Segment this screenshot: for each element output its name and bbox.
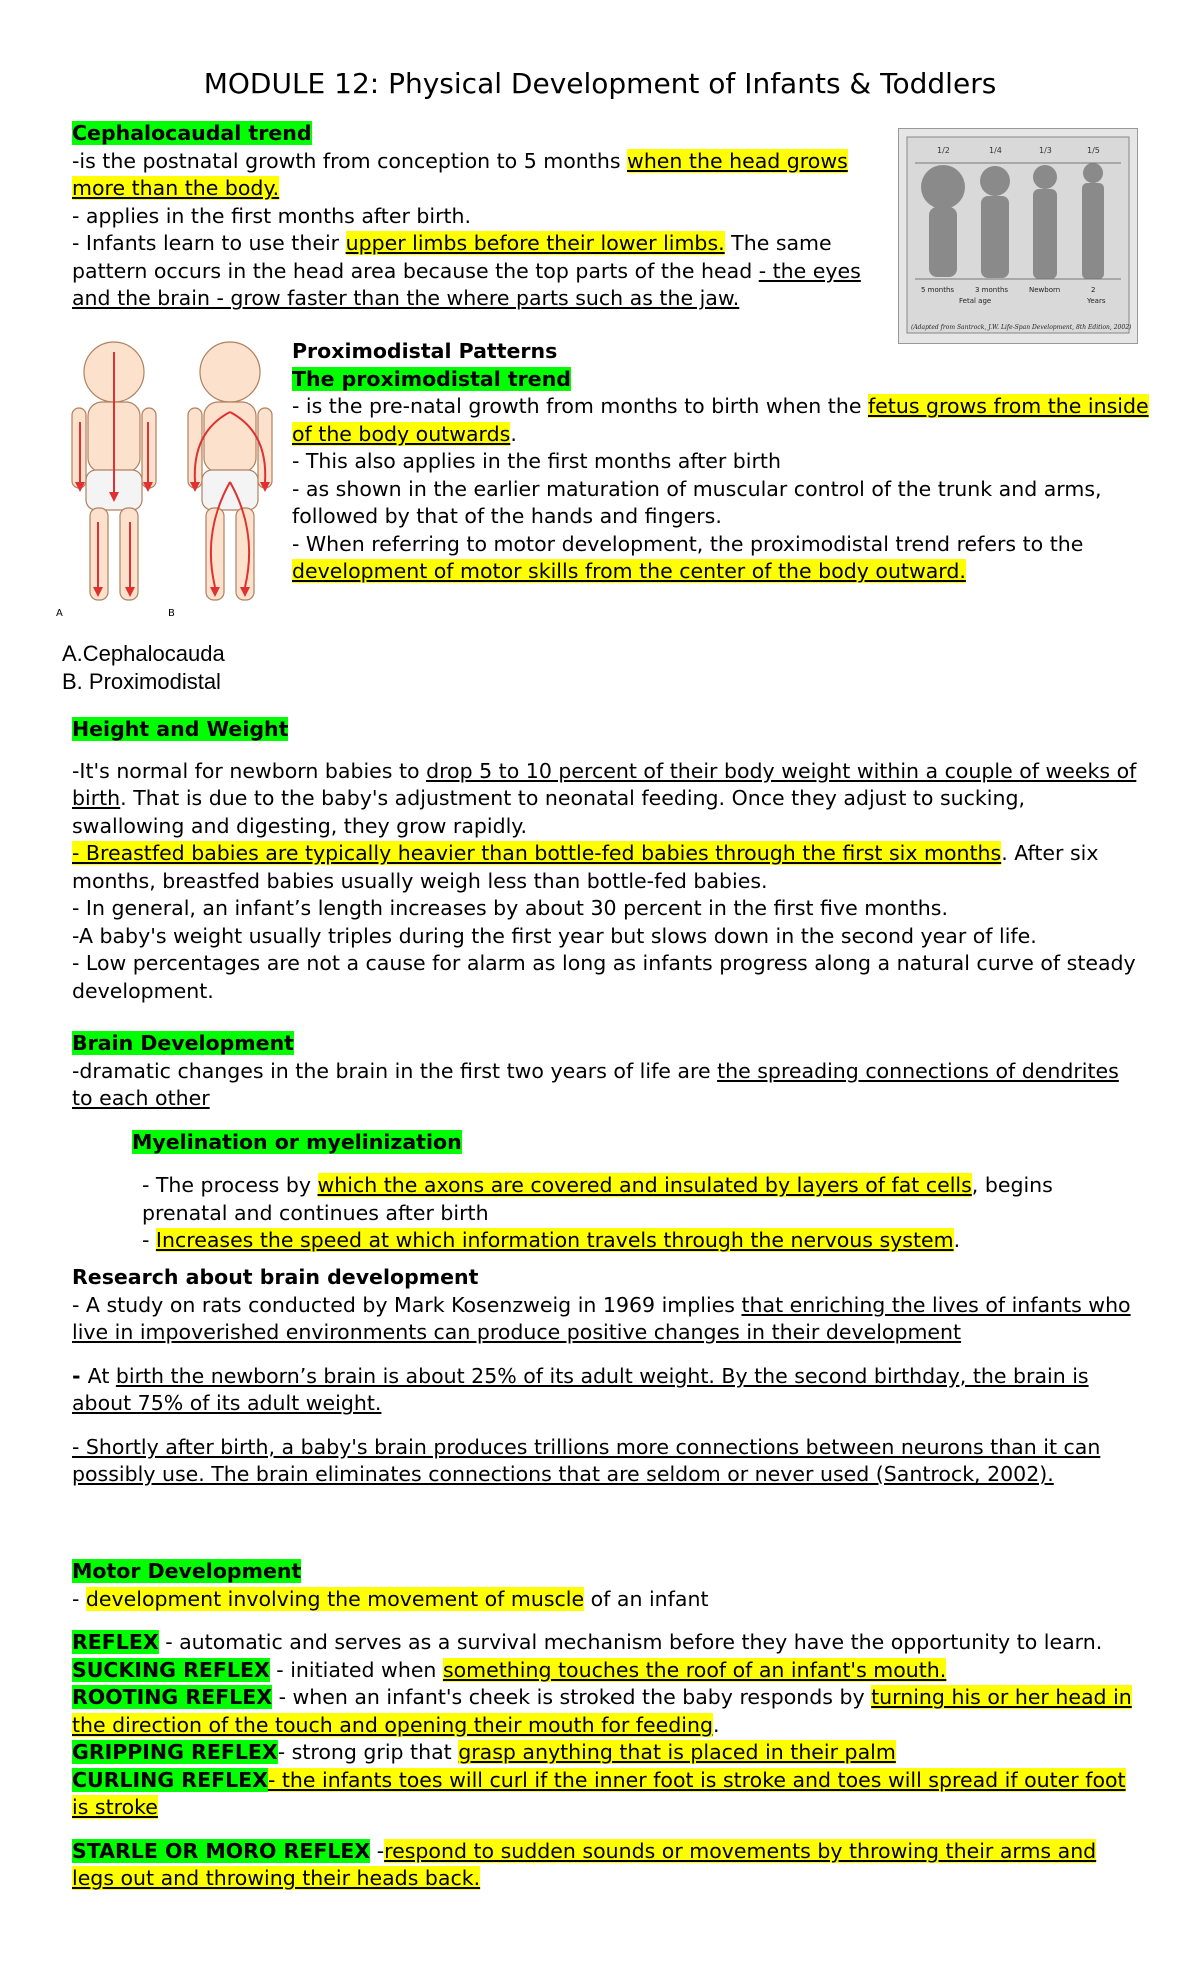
motor-heading: Motor Development xyxy=(72,1559,302,1583)
cephalocaudal-p3-cont: The same pattern occurs in the head area because the top parts of the head xyxy=(72,231,832,283)
myelination-p2-highlight: Increases the speed at which information travels through the nervous system xyxy=(155,1228,954,1252)
research-p2-underline: birth the newborn’s brain is about 25% of its adult weight. By the second birthday, the brain is about 75% of its adult weight. xyxy=(72,1363,1089,1415)
proximodistal-p1-highlight: fetus grows from the inside of the body outwards xyxy=(292,394,1149,446)
motor-p1-cont: of an infant xyxy=(584,1586,709,1611)
myelination-p1: - The process by xyxy=(142,1173,318,1197)
brain-p1-underline: the spreading connections of dendrites to each other xyxy=(72,1058,1119,1110)
height-p4: -A baby's weight usually triples during the first year but slows down in the second year of life. xyxy=(72,923,1037,948)
research-p1-underline: that enriching the lives of infants who live in impoverished environments can produce positive changes in their development xyxy=(72,1292,1131,1344)
cephalocaudal-p3-underline: - the eyes and the brain - grow faster than the where parts such as the jaw. xyxy=(72,258,861,310)
proximodistal-p4: - When referring to motor development, the proximodistal trend refers to the xyxy=(292,531,1084,556)
height-p3: - In general, an infant’s length increases by about 30 percent in the first five months. xyxy=(72,896,948,920)
fig1-bottom-label-1: 5 months xyxy=(921,286,955,294)
cephalocaudal-p1: -is the postnatal growth from conception to 5 months xyxy=(72,148,628,173)
height-weight-section xyxy=(72,716,1142,1005)
sucking-reflex-highlight: something touches the roof of an infant's mouth. xyxy=(442,1657,947,1682)
fig1-top-label-1: 1/2 xyxy=(937,146,950,155)
moro-reflex-label: STARLE OR MORO REFLEX xyxy=(72,1838,371,1863)
fig1-sub-label-2: Years xyxy=(1087,297,1106,305)
reflex-text: - automatic and serves as a survival mechanism before they have the opportunity to learn. xyxy=(158,1630,1103,1654)
height-p1-underline: drop 5 to 10 percent of their body weight within a couple of weeks of birth xyxy=(72,758,1137,810)
fig1-top-label-2: 1/4 xyxy=(989,146,1002,155)
research-p3: - Shortly after birth, a baby's brain produces trillions more connections between neurons than it can possibly use. The brain eliminates connections that are seldom or never used (Santrock, 2002). xyxy=(72,1434,1101,1486)
brain-p1: -dramatic changes in the brain in the first two years of life are xyxy=(72,1058,718,1083)
proximodistal-p4-highlight: development of motor skills from the center of the body outward. xyxy=(292,559,966,583)
research-p2-dash: - xyxy=(72,1363,88,1388)
height-p1-cont: . That is due to the baby's adjustment to neonatal feeding. Once they adjust to sucking, swallowing and digesting, they grow rapidly. xyxy=(72,786,1026,838)
rooting-reflex-label: ROOTING REFLEX xyxy=(72,1685,273,1709)
fig1-top-label-4: 1/5 xyxy=(1087,146,1100,155)
moro-reflex-highlight: respond to sudden sounds or movements by throwing their arms and legs out and throwing their heads back. xyxy=(72,1838,1097,1890)
cephalocaudal-p3: - Infants learn to use their xyxy=(72,231,346,255)
proximodistal-p2: - This also applies in the first months after birth xyxy=(292,449,781,473)
brain-heading: Brain Development xyxy=(72,1031,294,1055)
fig1-caption: (Adapted from Santrock, J.W. Life-Span Development, 8th Edition, 2002) xyxy=(911,324,1132,331)
proximodistal-section xyxy=(292,338,1152,586)
proximodistal-heading: The proximodistal trend xyxy=(292,366,571,391)
sucking-reflex-label: SUCKING REFLEX xyxy=(72,1657,270,1682)
fig1-bottom-label-4: 2 xyxy=(1091,286,1096,294)
brain-section xyxy=(72,1030,1142,1255)
research-heading: Research about brain development xyxy=(72,1265,479,1289)
rooting-reflex-end: . xyxy=(712,1712,720,1737)
sucking-reflex-text: - initiated when xyxy=(269,1657,443,1682)
height-heading: Height and Weight xyxy=(72,717,289,741)
myelination-p1-highlight: which the axons are covered and insulated by layers of fat cells xyxy=(317,1173,972,1197)
fig1-top-label-3: 1/3 xyxy=(1039,146,1052,155)
myelination-p1-cont: , begins prenatal and continues after birth xyxy=(142,1173,1053,1225)
rooting-reflex-highlight: turning his or her head in the direction of the touch and opening their mouth for feeding xyxy=(72,1685,1132,1737)
height-p2-cont: . After six months, breastfed babies usually weigh less than bottle-fed babies. xyxy=(72,841,1099,893)
baby-b-drawing xyxy=(188,342,272,600)
proximodistal-p3: - as shown in the earlier maturation of muscular control of the trunk and arms, followed by that of the hands and fingers. xyxy=(292,476,1102,528)
moro-reflex-text: - xyxy=(370,1838,385,1863)
fig1-sub-label-1: Fetal age xyxy=(959,297,992,305)
motor-p1-highlight: development involving the movement of muscle xyxy=(85,1586,585,1611)
cephalocaudal-p3-highlight: upper limbs before their lower limbs. xyxy=(345,231,725,255)
research-p1: - A study on rats conducted by Mark Kosenzweig in 1969 implies xyxy=(72,1292,742,1317)
height-p1: -It's normal for newborn babies to xyxy=(72,758,427,783)
myelination-p2-end: . xyxy=(953,1228,961,1252)
fig1-bottom-label-2: 3 months xyxy=(975,286,1009,294)
motor-p1: - xyxy=(72,1586,86,1611)
curling-reflex-highlight: - the infants toes will curl if the inner foot is stroke and toes will spread if outer foot is stroke xyxy=(72,1767,1126,1819)
gripping-reflex-label: GRIPPING REFLEX xyxy=(72,1740,278,1764)
proximodistal-p1: - is the pre-natal growth from months to birth when the xyxy=(292,394,868,418)
cephalocaudal-section xyxy=(72,120,892,313)
cephalocaudal-p2: - applies in the first months after birth. xyxy=(72,203,472,228)
proximodistal-p1-end: . xyxy=(510,421,517,446)
fig1-bottom-label-3: Newborn xyxy=(1029,286,1061,294)
page-title: MODULE 12: Physical Development of Infants & Toddlers xyxy=(203,67,997,100)
height-p2-highlight: - Breastfed babies are typically heavier than bottle-fed babies through the first six months xyxy=(72,841,1002,865)
fig2-label-b: B xyxy=(168,608,175,618)
cephalocaudal-p1-highlight: when the head grows more than the body. xyxy=(72,148,848,200)
cephalocaudal-heading: Cephalocaudal trend xyxy=(72,121,312,145)
research-section xyxy=(72,1264,1142,1489)
myelination-p2: - xyxy=(142,1228,156,1252)
proximodistal-title: Proximodistal Patterns xyxy=(292,339,558,363)
research-p2: At xyxy=(87,1363,116,1388)
myelination-heading: Myelination or myelinization xyxy=(132,1129,462,1154)
caption-b: B. Proximodistal xyxy=(62,669,221,694)
figure-captions xyxy=(62,640,225,696)
fig2-label-a: A xyxy=(56,608,63,618)
reflex-label: REFLEX xyxy=(72,1630,159,1654)
height-p5: - Low percentages are not a cause for alarm as long as infants progress along a natural curve of steady development. xyxy=(72,951,1136,1003)
gripping-reflex-highlight: grasp anything that is placed in their palm xyxy=(458,1740,896,1764)
caption-a: A.Cephalocauda xyxy=(62,641,225,666)
rooting-reflex-text: - when an infant's cheek is stroked the baby responds by xyxy=(272,1685,872,1709)
gripping-reflex-text: - strong grip that xyxy=(277,1740,459,1764)
curling-reflex-label: CURLING REFLEX xyxy=(72,1767,268,1792)
body-proportions-figure xyxy=(898,128,1138,344)
motor-section xyxy=(72,1558,1142,1893)
development-direction-figure xyxy=(52,332,292,618)
